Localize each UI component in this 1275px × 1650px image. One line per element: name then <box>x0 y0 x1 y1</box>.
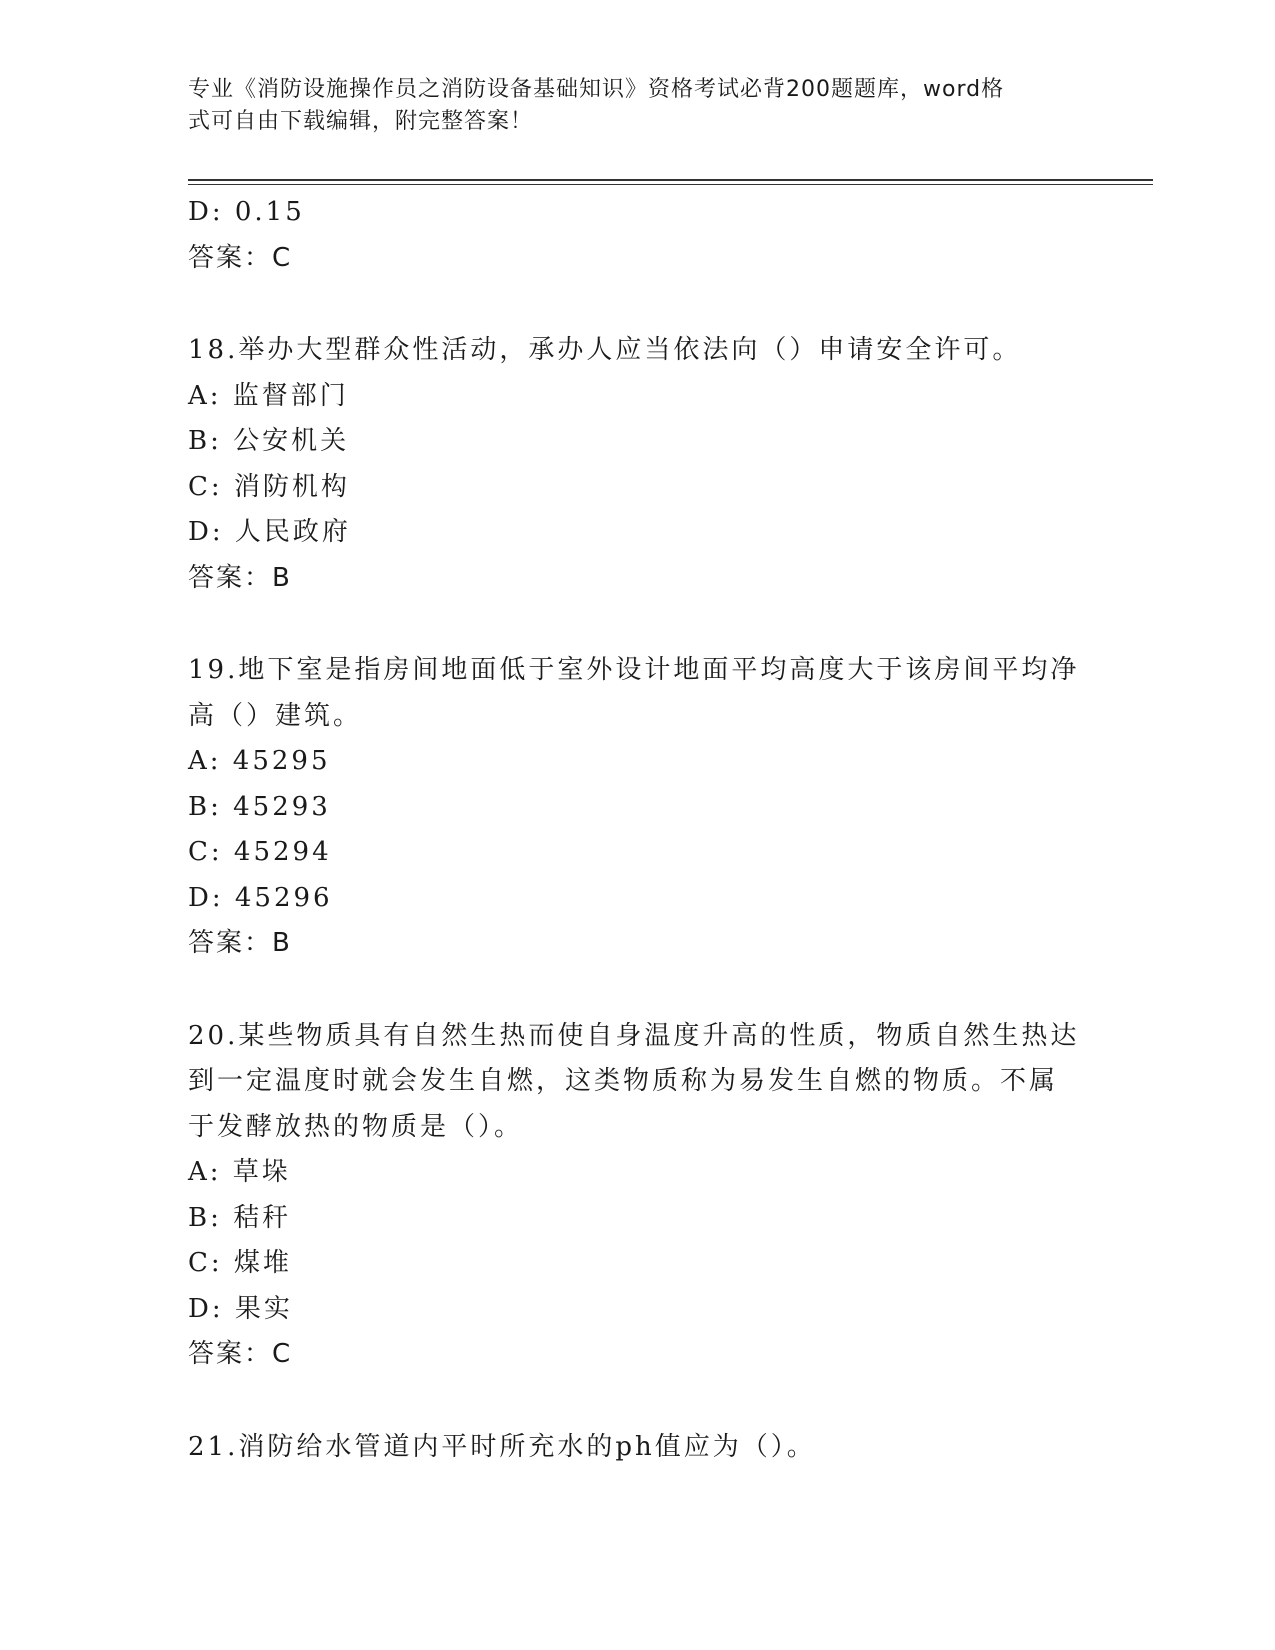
option-d: D: 人民政府 <box>188 517 351 547</box>
question-stem-line-2: 高（）建筑。 <box>188 700 363 731</box>
question-stem-line-1: 20.某些物质具有自然生热而使自身温度升高的性质，物质自然生热达 <box>188 1020 1080 1051</box>
option-a: A: 监督部门 <box>188 380 349 411</box>
option-c: C: 45294 <box>188 837 332 867</box>
header-divider-thin <box>188 184 1153 185</box>
previous-question-tail <box>188 190 1088 281</box>
question-stem: 21.消防给水管道内平时所充水的ph值应为（）。 <box>188 1431 816 1462</box>
answer-line: 答案：B <box>188 562 292 593</box>
option-d: D: 0.15 <box>188 197 305 227</box>
option-d: D: 果实 <box>188 1293 293 1324</box>
question-19 <box>188 648 1088 967</box>
question-20 <box>188 1014 1088 1378</box>
answer-line: 答案：C <box>188 1339 293 1369</box>
spacer <box>188 281 1088 328</box>
question-list <box>188 190 1088 1470</box>
question-21 <box>188 1425 1088 1471</box>
option-c: C: 煤堆 <box>188 1248 292 1278</box>
question-18 <box>188 328 1088 601</box>
option-d: D: 45296 <box>188 882 333 913</box>
option-b: B: 公安机关 <box>188 426 350 456</box>
option-c: C: 消防机构 <box>188 471 350 502</box>
answer-line: 答案：B <box>188 928 292 958</box>
document-header <box>188 74 1068 138</box>
option-b: B: 45293 <box>188 791 331 822</box>
header-line-1: 专业《消防设施操作员之消防设备基础知识》资格考试必背200题题库，word格 <box>188 77 1005 102</box>
option-a: A: 草垛 <box>188 1157 291 1187</box>
spacer <box>188 967 1088 1014</box>
header-line-2: 式可自由下载编辑，附完整答案！ <box>188 109 534 134</box>
header-divider-thick <box>188 179 1153 181</box>
option-a: A: 45295 <box>188 746 331 776</box>
spacer <box>188 1378 1088 1425</box>
question-stem-line-1: 19.地下室是指房间地面低于室外设计地面平均高度大于该房间平均净 <box>188 655 1080 685</box>
spacer <box>188 601 1088 648</box>
answer-line: 答案：C <box>188 242 293 273</box>
question-stem-line-2: 到一定温度时就会发生自燃，这类物质称为易发生自燃的物质。不属 <box>188 1066 1059 1096</box>
question-stem-line-3: 于发酵放热的物质是（）。 <box>188 1111 524 1142</box>
question-stem: 18.举办大型群众性活动，承办人应当依法向（）申请安全许可。 <box>188 335 1022 365</box>
option-b: B: 秸秆 <box>188 1202 292 1233</box>
